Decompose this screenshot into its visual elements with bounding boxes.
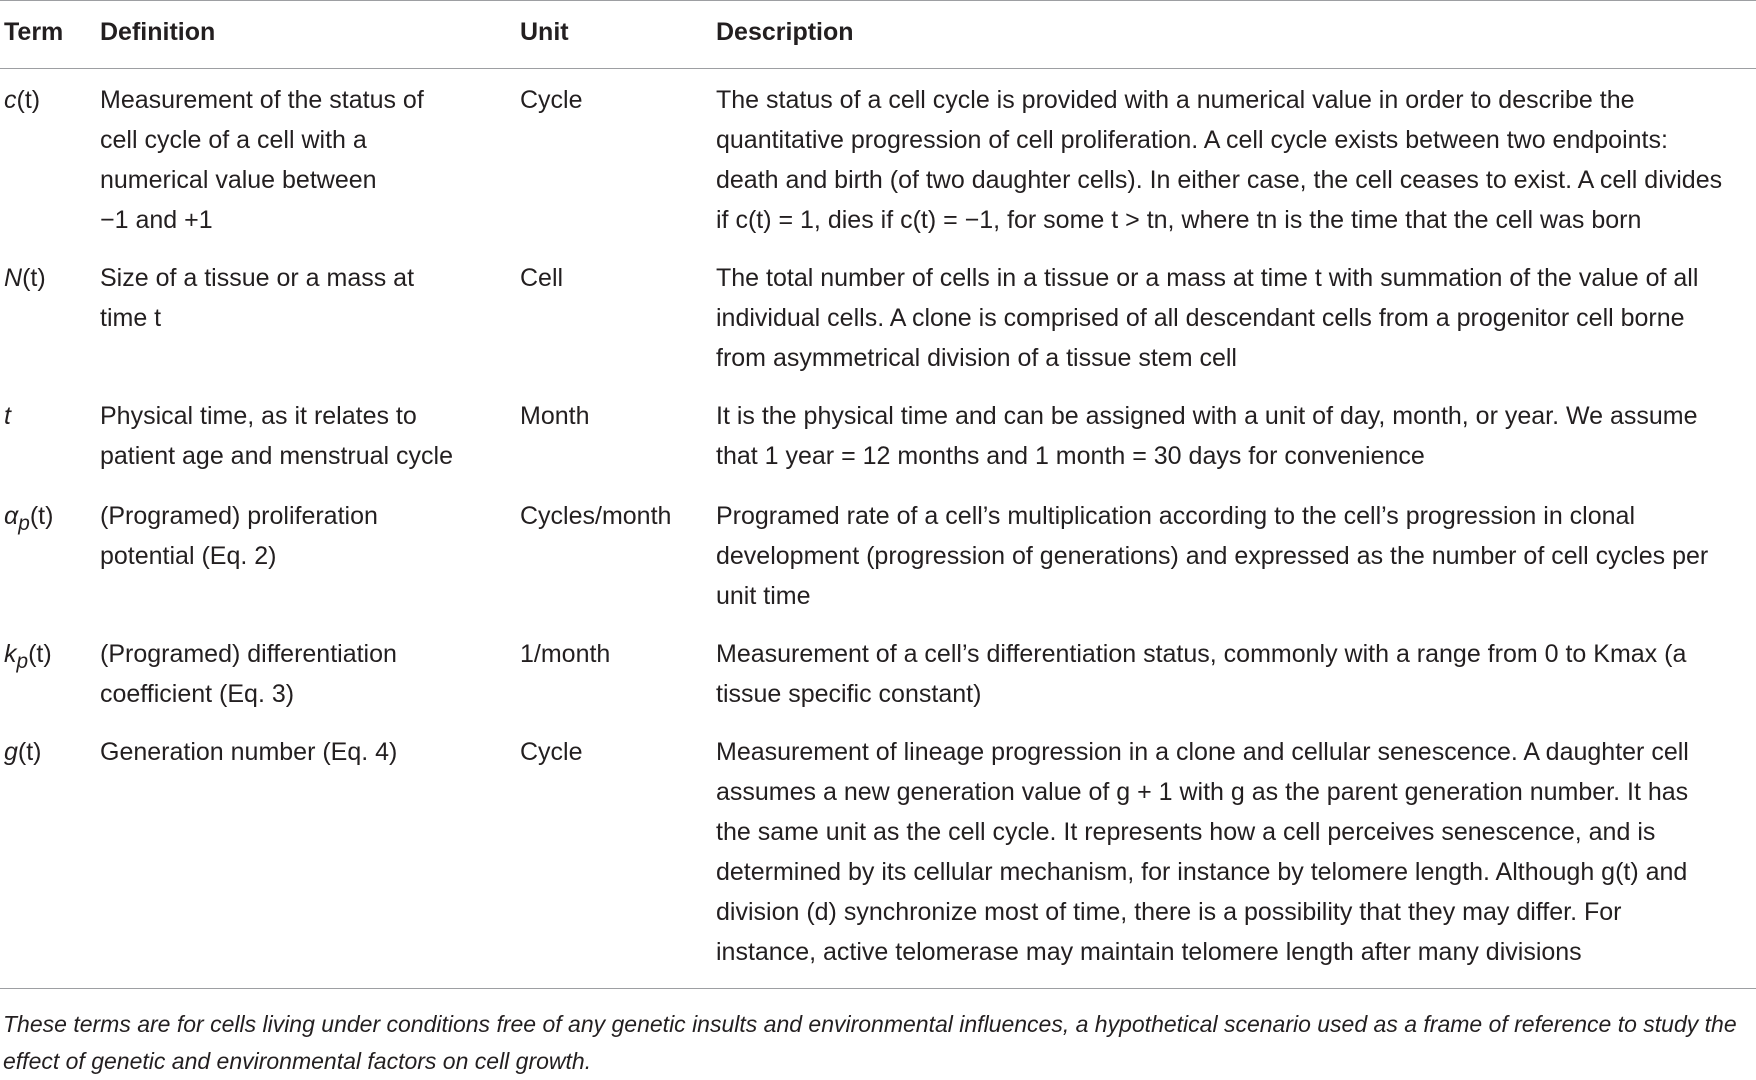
definition-cell: Measurement of the status of cell cycle of a cell with a numerical value between −1 and +1	[100, 86, 424, 234]
description-cell: Programed rate of a cell’s multiplication according to the cell’s progression in clonal development (progression of generations) and expressed as the number of cell cycles per unit time	[716, 502, 1709, 610]
unit-cell: Cell	[520, 264, 564, 292]
unit-cell: Cycle	[520, 738, 583, 766]
definition-cell: (Programed) proliferation potential (Eq. 2)	[100, 502, 378, 570]
term-subscript: p	[18, 512, 30, 535]
term-cell	[4, 80, 40, 128]
description-cell: It is the physical time and can be assigned with a unit of day, month, or year. We assume that 1 year = 12 months and 1 month = 30 days for convenience	[716, 402, 1698, 470]
column-header-unit: Unit	[520, 18, 569, 46]
term-symbol: t	[4, 402, 11, 430]
top-rule	[0, 0, 1756, 1]
description-cell: Measurement of lineage progression in a clone and cellular senescence. A daughter cell assumes a new generation value of g + 1 with g as the parent generation number. It has the same unit as the cell cycle. It represents how a cell perceives senescence, and is determined by its cellular mechanism, for instance by telomere length. Although g(t) and division (d) synchronize most of time, there is a possibility that they may differ. For instance, active telomerase may maintain telomere length after many divisions	[716, 738, 1689, 966]
description-cell: Measurement of a cell’s differentiation status, commonly with a range from 0 to Kmax (a tissue specific constant)	[716, 640, 1687, 708]
column-header-definition: Definition	[100, 18, 216, 46]
header-rule	[0, 68, 1756, 69]
bottom-rule	[0, 988, 1756, 989]
term-args: (t)	[28, 640, 52, 668]
definition-cell: Physical time, as it relates to patient age and menstrual cycle	[100, 402, 453, 470]
term-cell	[4, 634, 52, 682]
term-args: (t)	[22, 264, 46, 292]
definition-cell: (Programed) differentiation coefficient (Eq. 3)	[100, 640, 397, 708]
term-subscript: p	[16, 650, 29, 673]
unit-cell: Cycle	[520, 86, 583, 114]
term-symbol: α	[4, 502, 19, 530]
table-footnote: These terms are for cells living under conditions free of any genetic insults and environmental influences, a hypothetical scenario used as a frame of reference to study the effect of genetic and environmental factors on cell growth.	[3, 1011, 1737, 1074]
term-symbol: g	[4, 738, 18, 766]
term-args: (t)	[29, 502, 54, 530]
unit-cell: Cycles/month	[520, 502, 672, 530]
term-cell	[4, 396, 11, 444]
term-cell	[4, 496, 53, 544]
term-cell	[4, 732, 42, 780]
unit-cell: Month	[520, 402, 590, 430]
term-cell	[4, 258, 46, 306]
term-symbol: N	[4, 264, 23, 292]
definition-cell: Generation number (Eq. 4)	[100, 738, 398, 766]
term-symbol: c	[4, 86, 17, 114]
term-args: (t)	[17, 738, 42, 766]
definition-cell: Size of a tissue or a mass at time t	[100, 264, 415, 332]
column-header-description: Description	[716, 18, 854, 46]
description-cell: The status of a cell cycle is provided with a numerical value in order to describe the quantitative progression of cell proliferation. A cell cycle exists between two endpoints: death and birth (of two daughter cells). In either case, the cell ceases to exist. A cell divides if c(t) = 1, dies if c(t) = −1, for some t > tn, where tn is the time that the cell was born	[716, 86, 1723, 234]
column-header-term: Term	[4, 18, 64, 46]
term-symbol: k	[4, 640, 17, 668]
description-cell: The total number of cells in a tissue or a mass at time t with summation of the value of all individual cells. A clone is comprised of all descendant cells from a progenitor cell borne from asymmetrical division of a tissue stem cell	[716, 264, 1699, 372]
term-args: (t)	[16, 86, 41, 114]
unit-cell: 1/month	[520, 640, 611, 668]
